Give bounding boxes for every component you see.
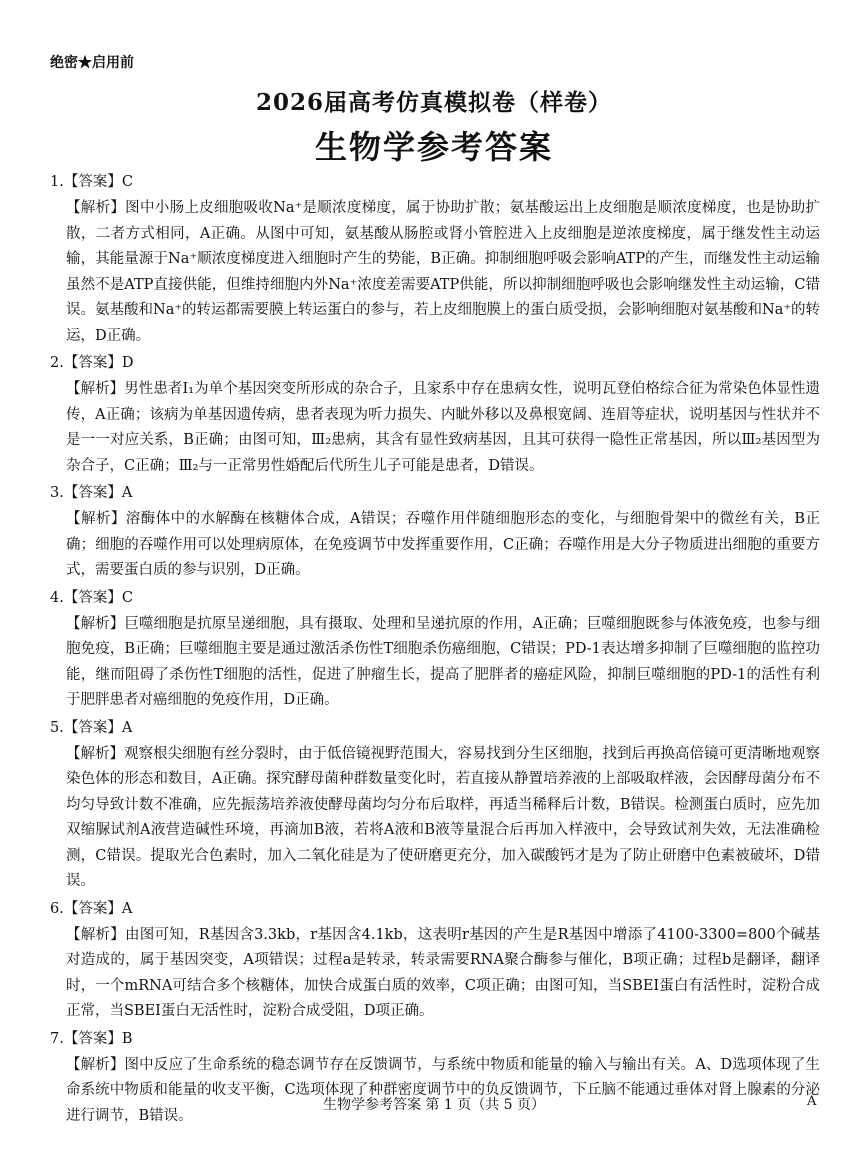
analysis-paragraph: 【解析】男性患者Ⅰ₁为单个基因突变所形成的杂合子，且家系中存在患病女性，说明瓦登伯格综合征为常染色体显性遗传，A正确；该病为单基因遗传病，患者表现为听力损失、内眦外移以及鼻根宽阔、连眉等症状，说明基因与性状并不是一一对应关系，B正确；由图可知，Ⅲ₂患病，其含有显性致病基因，且其可获得一隐性正常基因，所以Ⅲ₂基因型为杂合子，C正确；Ⅲ₂与一正常男性婚配后代所生儿子可能是患者，D错误。	[66, 381, 820, 474]
page-footer: 生物学参考答案 第 1 页（共 5 页）	[322, 1097, 546, 1113]
answer-line: 4.【答案】C	[50, 589, 133, 606]
answer-list	[50, 168, 820, 1129]
analysis-paragraph: 【解析】图中反应了生命系统的稳态调节存在反馈调节，与系统中物质和能量的输入与输出有关。A、D选项体现了生命系统中物质和能量的收支平衡，C选项体现了种群密度调节中的负反馈调节，下丘脑不能通过垂体对肾上腺素的分泌进行调节，B错误。	[66, 1056, 820, 1124]
confidential-label: 绝密★启用前	[50, 55, 134, 71]
answer-item-6	[50, 895, 820, 1025]
answer-line: 3.【答案】A	[50, 485, 133, 501]
answer-line: 1.【答案】C	[50, 174, 133, 190]
answer-line: 6.【答案】A	[50, 900, 133, 917]
answer-line: 5.【答案】A	[50, 719, 133, 736]
analysis-paragraph: 【解析】巨噬细胞是抗原呈递细胞，具有摄取、处理和呈递抗原的作用，A正确；巨噬细胞既参与体液免疫，也参与细胞免疫，B正确；巨噬细胞主要是通过激活杀伤性T细胞杀伤癌细胞，C错误；PD-1表达增多抑制了巨噬细胞的监控功能，继而阻碍了杀伤性T细胞的活性，促进了肿瘤生长，提高了肥胖者的癌症风险，抑制巨噬细胞的PD-1的活性有利于肥胖患者对癌细胞的免疫作用，D正确。	[66, 615, 820, 708]
exam-title: 2026届高考仿真模拟卷（样卷）	[255, 89, 612, 116]
answer-item-3	[50, 479, 820, 584]
analysis-paragraph: 【解析】溶酶体中的水解酶在核糖体合成，A错误；吞噬作用伴随细胞形态的变化，与细胞骨架中的微丝有关，B正确；细胞的吞噬作用可以处理病原体，在免疫调节中发挥重要作用，C正确；吞噬作用是大分子物质进出细胞的重要方式，需要蛋白质的参与识别，D正确。	[66, 511, 820, 578]
answer-item-5	[50, 714, 820, 895]
answer-line: 7.【答案】B	[50, 1030, 133, 1047]
answer-item-4	[50, 584, 820, 714]
analysis-paragraph: 【解析】观察根尖细胞有丝分裂时，由于低倍镜视野范围大，容易找到分生区细胞，找到后再换高倍镜可更清晰地观察染色体的形态和数目，A正确。探究酵母菌种群数量变化时，若直接从静置培养液的上部吸取样液，会因酵母菌分布不均匀导致计数不准确，应先振荡培养液使酵母菌均匀分布后取样，再适当稀释后计数，B错误。检测蛋白质时，应先加双缩脲试剂A液营造碱性环境，再滴加B液，若将A液和B液等量混合后再加入样液中，会导致试剂失效，无法准确检测，C错误。提取光合色素时，加入二氧化硅是为了使研磨更充分，加入碳酸钙才是为了防止研磨中色素被破坏，D错误。	[66, 745, 820, 889]
answer-item-1	[50, 168, 820, 349]
analysis-paragraph: 【解析】图中小肠上皮细胞吸收Na⁺是顺浓度梯度，属于协助扩散；氨基酸运出上皮细胞是顺浓度梯度，也是协助扩散，二者方式相同，A正确。从图中可知，氨基酸从肠腔或肾小管腔进入上皮细胞是逆浓度梯度，属于继发性主动运输，其能量源于Na⁺顺浓度梯度进入细胞时产生的势能，B正确。抑制细胞呼吸会影响ATP的产生，而继发性主动运输虽然不是ATP直接供能，但维持细胞内外Na⁺浓度差需要ATP供能，所以抑制细胞呼吸也会影响继发性主动运输，C错误。氨基酸和Na⁺的转运都需要膜上转运蛋白的参与，若上皮细胞膜上的蛋白质受损，会影响细胞对氨基酸和Na⁺的转运，D正确。	[66, 200, 820, 344]
answer-key-title: 生物学参考答案	[314, 128, 553, 166]
answer-item-2	[50, 349, 820, 479]
version-mark: A	[807, 1094, 817, 1109]
answer-line: 2.【答案】D	[50, 355, 134, 371]
analysis-paragraph: 【解析】由图可知，R基因含3.3kb，r基因含4.1kb，这表明r基因的产生是R基因中增添了4100-3300=800个碱基对造成的，属于基因突变，A项错误；过程a是转录，转录需要RNA聚合酶参与催化，B项正确；过程b是翻译，翻译时，一个mRNA可结合多个核糖体，加快合成蛋白质的效率，C项正确；由图可知，当SBEI蛋白有活性时，淀粉合成正常，当SBEI蛋白无活性时，淀粉合成受阻，D项正确。	[66, 926, 820, 1019]
